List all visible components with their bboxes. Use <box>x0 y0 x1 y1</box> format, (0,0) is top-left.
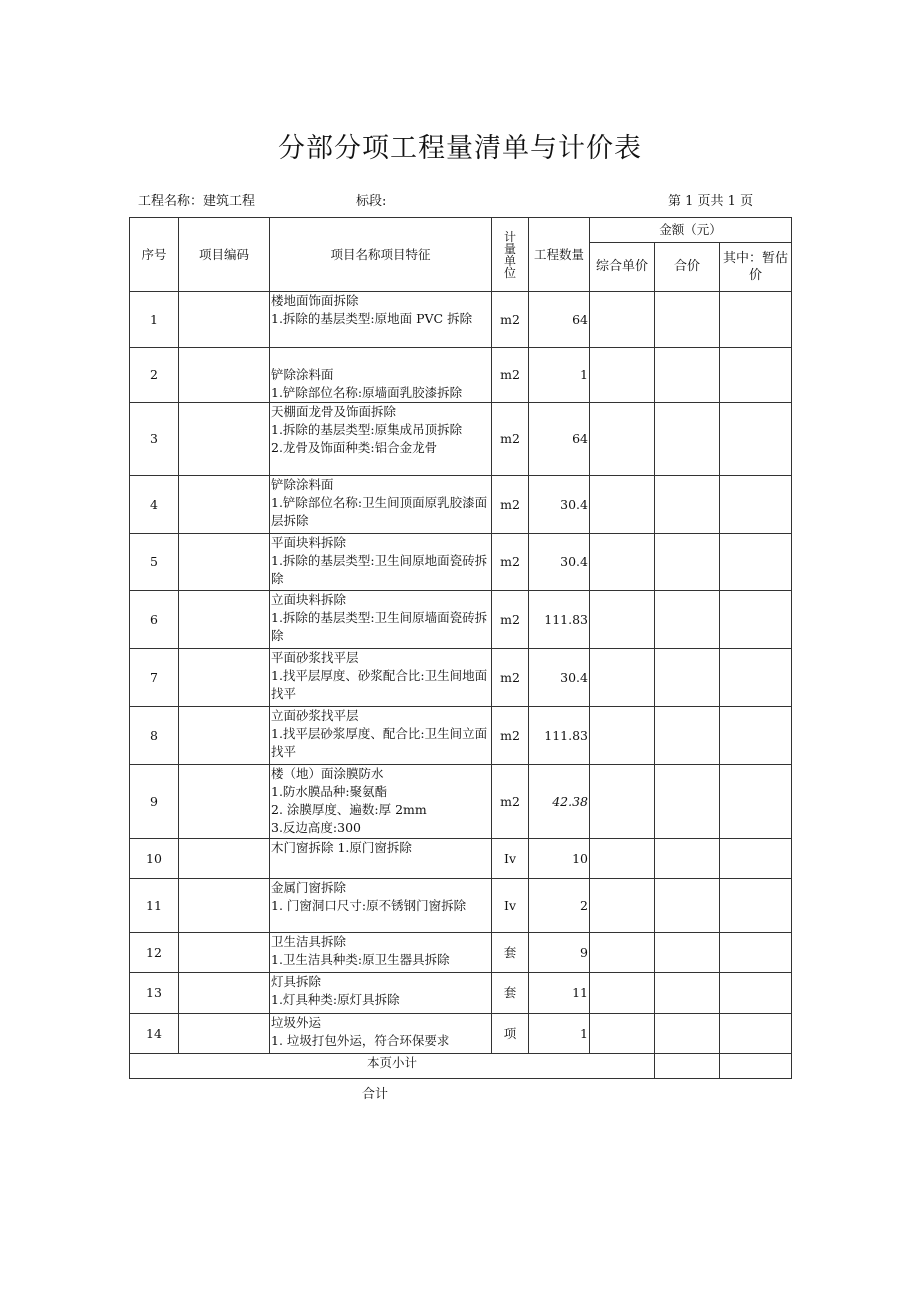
table-row <box>130 348 792 403</box>
row-total-price <box>655 707 720 765</box>
description-line <box>271 348 491 366</box>
table-row <box>130 765 792 839</box>
table-row <box>130 879 792 933</box>
row-description <box>270 879 492 933</box>
row-seq: 14 <box>130 1014 179 1054</box>
row-unit: m2 <box>492 403 529 476</box>
description-line: 1.卫生洁具种类:原卫生器具拆除 <box>271 952 450 967</box>
row-seq: 8 <box>130 707 179 765</box>
header-unit: 计 量 单 位 <box>492 218 529 292</box>
row-unit-price <box>590 476 655 534</box>
description-line: 3.反边高度:300 <box>271 820 361 835</box>
row-description <box>270 476 492 534</box>
row-unit-price <box>590 649 655 707</box>
row-provisional <box>720 707 792 765</box>
row-total-price <box>655 973 720 1014</box>
description-line: 1.拆除的基层类型:原地面 PVC 拆除 <box>271 311 473 326</box>
row-unit-price <box>590 973 655 1014</box>
row-unit: m2 <box>492 765 529 839</box>
description-line: 1. 垃圾打包外运，符合环保要求 <box>271 1033 450 1048</box>
row-description <box>270 292 492 348</box>
row-total-price <box>655 292 720 348</box>
row-provisional <box>720 591 792 649</box>
row-code <box>179 292 270 348</box>
row-code <box>179 707 270 765</box>
row-qty: 111.83 <box>529 707 590 765</box>
table-row <box>130 591 792 649</box>
row-seq: 4 <box>130 476 179 534</box>
description-line: 2. 涂膜厚度、遍数:厚 2mm <box>271 802 427 817</box>
row-qty: 30.4 <box>529 476 590 534</box>
description-line: 垃圾外运 <box>271 1015 322 1030</box>
row-qty: 11 <box>529 973 590 1014</box>
header-unit-price: 综合单价 <box>590 243 655 292</box>
row-total-price <box>655 348 720 403</box>
row-code <box>179 933 270 973</box>
row-unit-price <box>590 879 655 933</box>
row-description <box>270 973 492 1014</box>
bill-of-quantities-table <box>129 217 792 1079</box>
description-line: 1.找平层厚度、砂浆配合比:卫生间地面找平 <box>271 668 488 701</box>
row-code <box>179 348 270 403</box>
row-provisional <box>720 973 792 1014</box>
header-total-price: 合价 <box>655 243 720 292</box>
row-total-price <box>655 933 720 973</box>
row-seq: 12 <box>130 933 179 973</box>
row-total-price <box>655 765 720 839</box>
row-unit: m2 <box>492 591 529 649</box>
row-unit-price <box>590 933 655 973</box>
row-unit: m2 <box>492 476 529 534</box>
description-line: 灯具拆除 <box>271 974 322 989</box>
row-seq: 2 <box>130 348 179 403</box>
description-line: 平面块料拆除 <box>271 535 347 550</box>
row-seq: 10 <box>130 839 179 879</box>
row-description <box>270 765 492 839</box>
row-unit-price <box>590 403 655 476</box>
row-code <box>179 1014 270 1054</box>
table-row <box>130 707 792 765</box>
row-provisional <box>720 649 792 707</box>
grand-total-label: 合计 <box>362 1087 389 1102</box>
table-row <box>130 973 792 1014</box>
row-description <box>270 534 492 591</box>
row-provisional <box>720 348 792 403</box>
row-seq: 9 <box>130 765 179 839</box>
row-provisional <box>720 476 792 534</box>
row-total-price <box>655 591 720 649</box>
header-provisional: 其中：暂估价 <box>720 243 792 292</box>
row-total-price <box>655 476 720 534</box>
description-line: 1.拆除的基层类型:卫生间原墙面瓷砖拆除 <box>271 610 488 643</box>
description-line: 铲除涂料面 <box>271 367 334 382</box>
row-description <box>270 707 492 765</box>
description-line: 天棚面龙骨及饰面拆除 <box>271 404 397 419</box>
row-code <box>179 403 270 476</box>
subtotal-provisional <box>720 1054 792 1079</box>
row-seq: 6 <box>130 591 179 649</box>
row-qty: 111.83 <box>529 591 590 649</box>
header-qty: 工程数量 <box>529 218 590 292</box>
description-line: 1.铲除部位名称:卫生间顶面原乳胶漆面层拆除 <box>271 495 488 528</box>
row-unit: m2 <box>492 348 529 403</box>
row-qty: 9 <box>529 933 590 973</box>
row-total-price <box>655 839 720 879</box>
table-row <box>130 933 792 973</box>
subtotal-label: 本页小计 <box>130 1054 655 1079</box>
row-seq: 7 <box>130 649 179 707</box>
row-code <box>179 591 270 649</box>
row-seq: 5 <box>130 534 179 591</box>
description-line: 1.拆除的基层类型:原集成吊顶拆除 <box>271 422 463 437</box>
row-provisional <box>720 1014 792 1054</box>
row-provisional <box>720 765 792 839</box>
row-unit-price <box>590 534 655 591</box>
row-total-price <box>655 534 720 591</box>
description-line: 楼（地）面涂膜防水 <box>271 766 384 781</box>
description-line: 2.龙骨及饰面种类:铝合金龙骨 <box>271 440 438 455</box>
row-unit: 套 <box>492 973 529 1014</box>
row-unit: m2 <box>492 292 529 348</box>
row-unit-price <box>590 707 655 765</box>
page-title: 分部分项工程量清单与计价表 <box>278 133 642 164</box>
header-code: 项目编码 <box>179 218 270 292</box>
row-unit: 项 <box>492 1014 529 1054</box>
description-line: 1. 门窗洞口尺寸:原不锈钢门窗拆除 <box>271 898 467 913</box>
row-total-price <box>655 1014 720 1054</box>
description-line: 立面块料拆除 <box>271 592 347 607</box>
row-unit-price <box>590 292 655 348</box>
description-line: 1.拆除的基层类型:卫生间原地面瓷砖拆除 <box>271 553 488 586</box>
row-description <box>270 348 492 403</box>
table-row <box>130 839 792 879</box>
row-description <box>270 649 492 707</box>
row-unit-price <box>590 765 655 839</box>
row-unit: m2 <box>492 707 529 765</box>
description-line: 1.找平层砂浆厚度、配合比:卫生间立面找平 <box>271 726 488 759</box>
table-row <box>130 476 792 534</box>
row-qty: 42.38 <box>529 765 590 839</box>
row-seq: 13 <box>130 973 179 1014</box>
row-code <box>179 649 270 707</box>
row-code <box>179 534 270 591</box>
row-provisional <box>720 933 792 973</box>
table-row <box>130 1014 792 1054</box>
row-qty: 1 <box>529 1014 590 1054</box>
row-code <box>179 839 270 879</box>
row-qty: 30.4 <box>529 649 590 707</box>
row-provisional <box>720 534 792 591</box>
description-line: 1.防水膜品种:聚氨酯 <box>271 784 388 799</box>
row-code <box>179 765 270 839</box>
project-name: 工程名称：建筑工程 <box>138 194 256 209</box>
description-line: 立面砂浆找平层 <box>271 708 359 723</box>
row-description <box>270 1014 492 1054</box>
row-unit-price <box>590 591 655 649</box>
subtotal-total <box>655 1054 720 1079</box>
table-row <box>130 403 792 476</box>
row-code <box>179 476 270 534</box>
row-qty: 2 <box>529 879 590 933</box>
subtotal-row <box>130 1054 792 1079</box>
row-description <box>270 403 492 476</box>
description-line: 楼地面饰面拆除 <box>271 293 359 308</box>
header-seq: 序号 <box>130 218 179 292</box>
description-line: 木门窗拆除 1.原门窗拆除 <box>271 840 412 855</box>
row-seq: 1 <box>130 292 179 348</box>
row-description <box>270 839 492 879</box>
section-label: 标段: <box>356 194 387 209</box>
row-description <box>270 591 492 649</box>
row-unit-price <box>590 839 655 879</box>
header-amount: 金额（元） <box>590 218 792 243</box>
page-number: 第 1 页共 1 页 <box>668 194 754 209</box>
row-total-price <box>655 879 720 933</box>
row-code <box>179 879 270 933</box>
row-qty: 64 <box>529 292 590 348</box>
table-row <box>130 292 792 348</box>
row-provisional <box>720 879 792 933</box>
row-seq: 3 <box>130 403 179 476</box>
header-row <box>130 218 792 243</box>
row-seq: 11 <box>130 879 179 933</box>
description-line: 金属门窗拆除 <box>271 880 347 895</box>
description-line: 1.灯具种类:原灯具拆除 <box>271 992 400 1007</box>
row-unit: m2 <box>492 649 529 707</box>
description-line: 铲除涂料面 <box>271 477 334 492</box>
row-provisional <box>720 403 792 476</box>
row-code <box>179 973 270 1014</box>
row-qty: 30.4 <box>529 534 590 591</box>
table-row <box>130 649 792 707</box>
row-unit: 套 <box>492 933 529 973</box>
table-row <box>130 534 792 591</box>
row-qty: 64 <box>529 403 590 476</box>
row-description <box>270 933 492 973</box>
row-qty: 10 <box>529 839 590 879</box>
description-line: 平面砂浆找平层 <box>271 650 359 665</box>
header-name: 项目名称项目特征 <box>270 218 492 292</box>
row-unit-price <box>590 1014 655 1054</box>
description-line: 卫生洁具拆除 <box>271 934 347 949</box>
row-unit: Iv <box>492 839 529 879</box>
row-unit: Iv <box>492 879 529 933</box>
row-unit: m2 <box>492 534 529 591</box>
row-total-price <box>655 649 720 707</box>
row-provisional <box>720 839 792 879</box>
description-line: 1.铲除部位名称:原墙面乳胶漆拆除 <box>271 385 463 400</box>
row-provisional <box>720 292 792 348</box>
row-unit-price <box>590 348 655 403</box>
row-qty: 1 <box>529 348 590 403</box>
row-total-price <box>655 403 720 476</box>
